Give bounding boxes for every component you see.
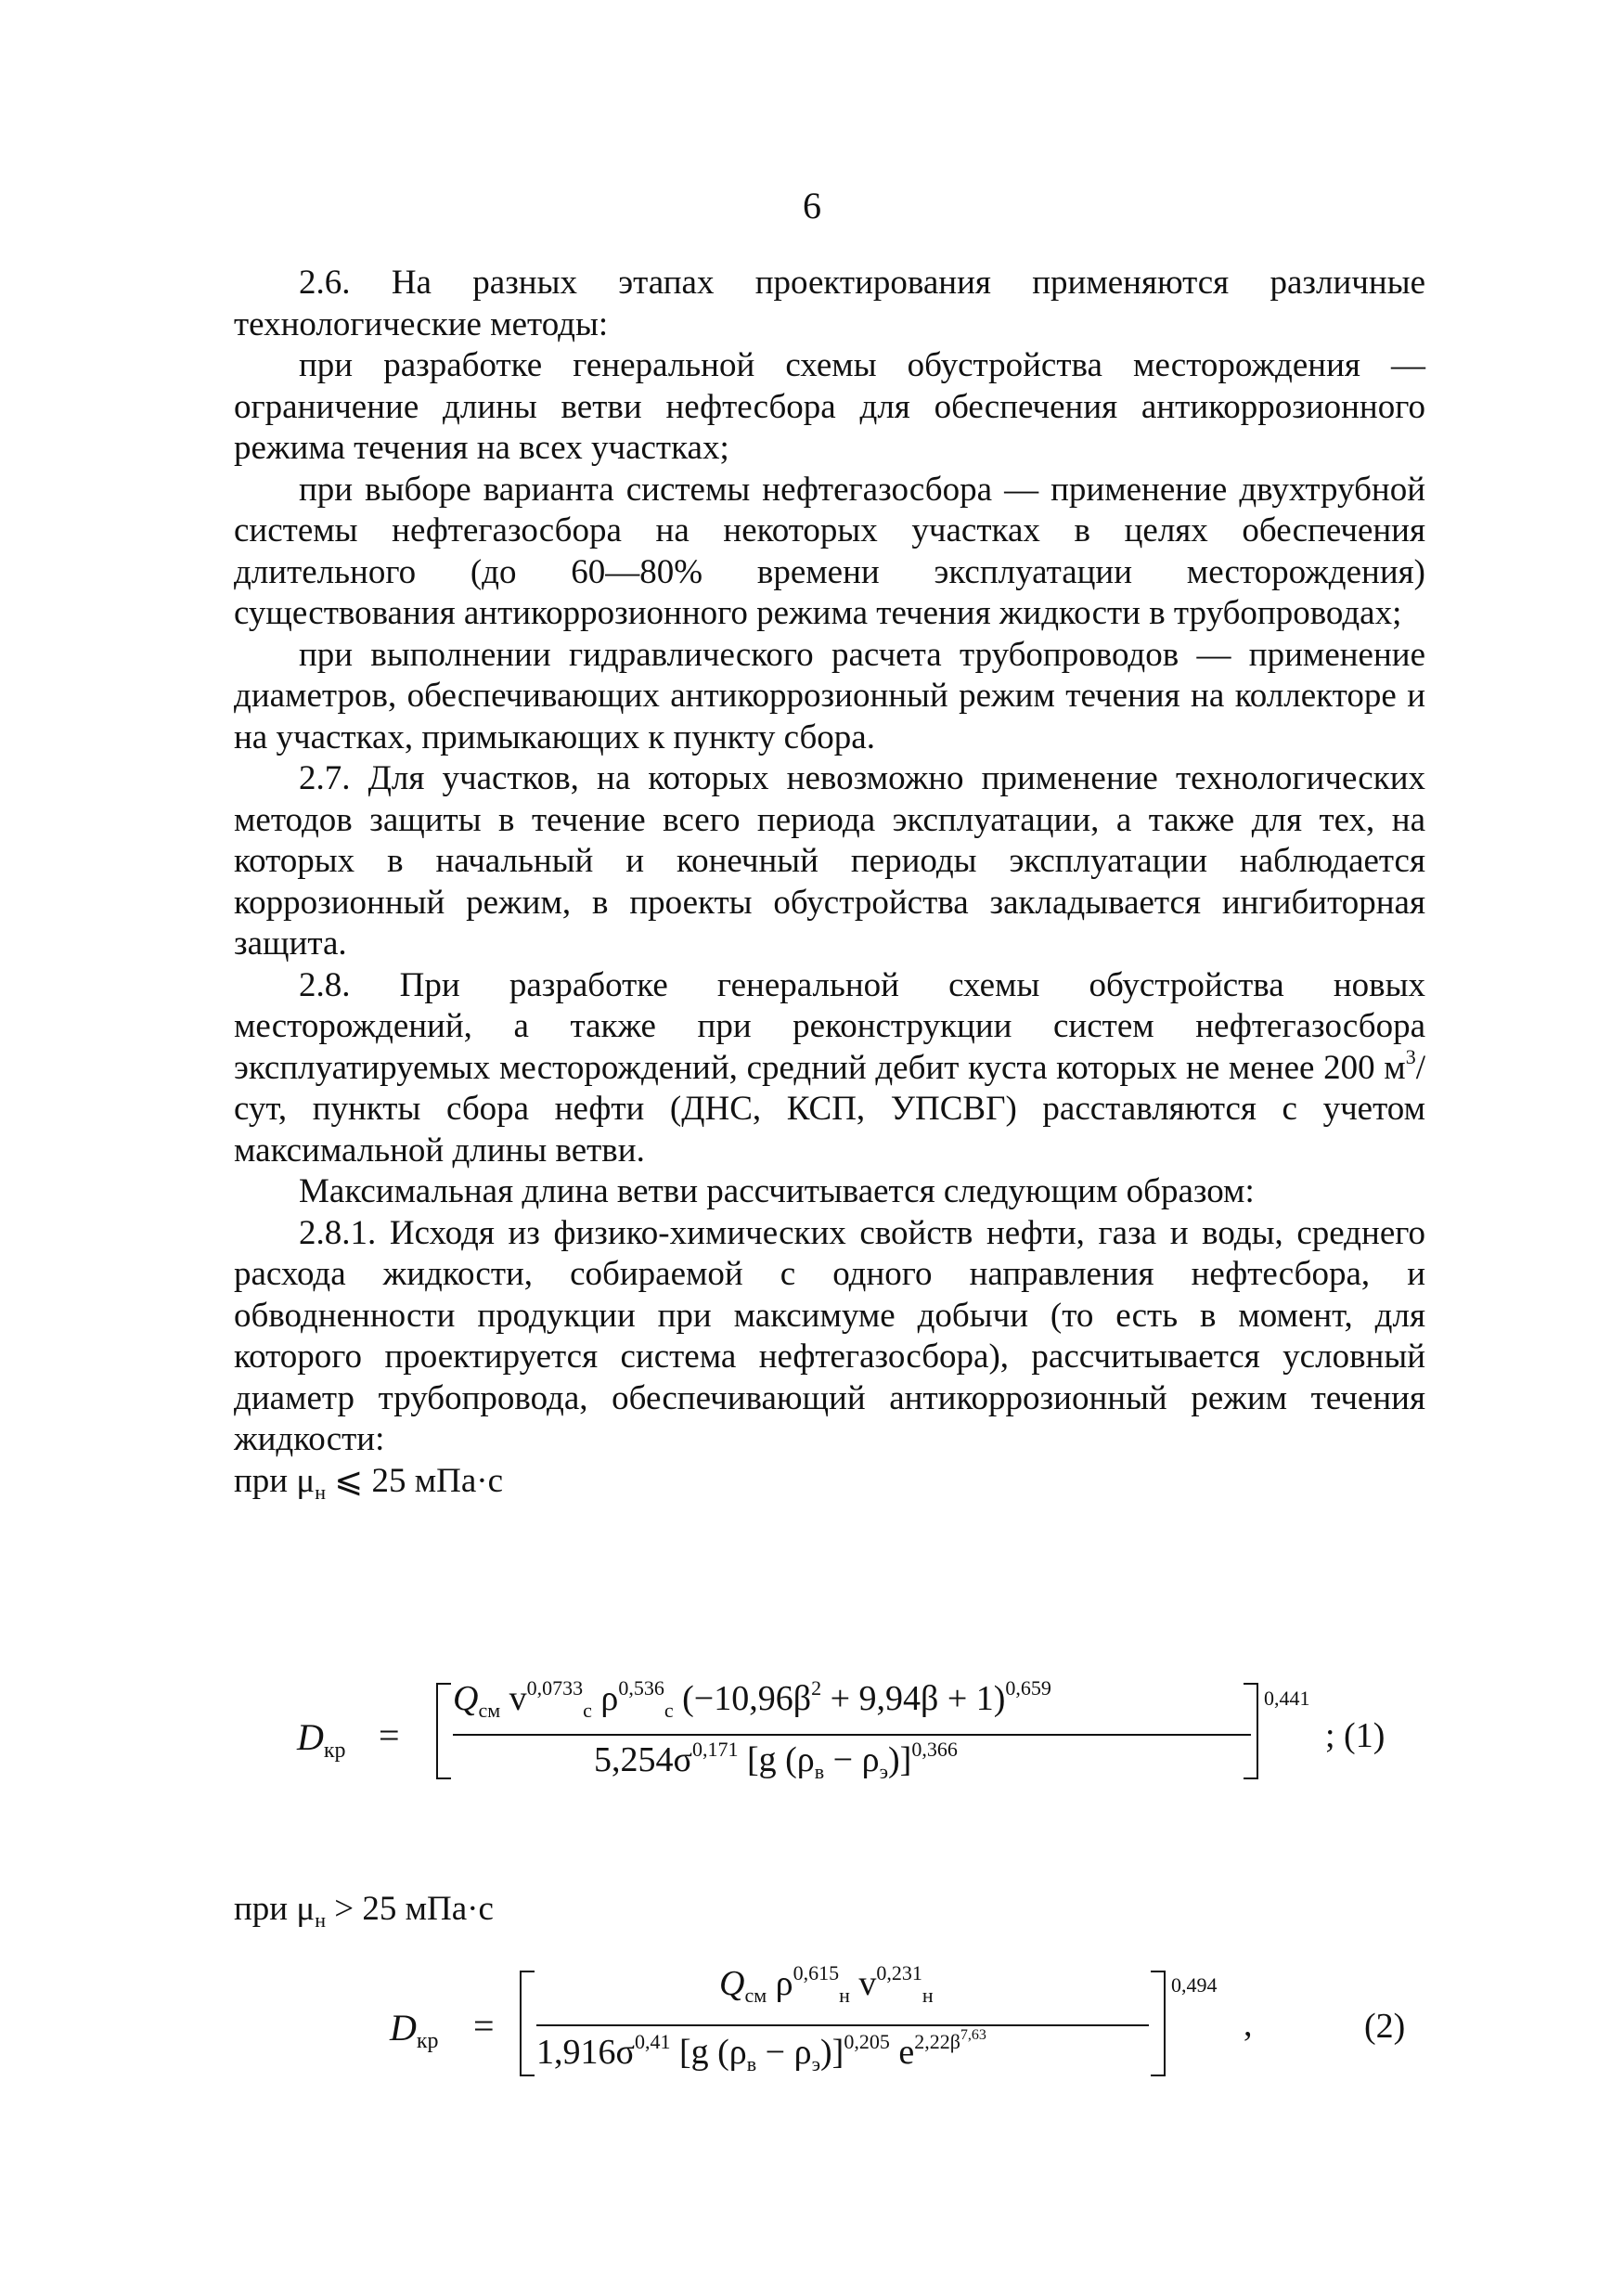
f1-poly-exp: 0,659 — [1005, 1676, 1051, 1700]
f2-D-sub: кр — [416, 2029, 439, 2053]
cond2-rest: > 25 мПа·с — [325, 1890, 494, 1928]
f1-v-sup: 0,0733 — [526, 1676, 584, 1700]
f1-rho-sub: с — [664, 1699, 674, 1722]
formula2-numerator — [719, 1963, 934, 2005]
f2-rho-sub: н — [839, 1984, 850, 2007]
f1-den-end: )] — [888, 1740, 912, 1779]
f2-den-a-sup: 0,41 — [634, 2030, 671, 2053]
formula1-numerator — [453, 1678, 1051, 1720]
f2-den-end: )] — [820, 2033, 844, 2072]
f1-den-a-sup: 0,171 — [691, 1738, 739, 1761]
f2-Q: Q — [719, 1964, 745, 2003]
formula2-number: (2) — [1364, 2007, 1406, 2046]
f1-den-sub2: э — [879, 1760, 889, 1783]
paragraph-2-6: 2.6. На разных этапах проектирования применяются различные технологические методы: — [234, 264, 1425, 343]
formula2-comma: , — [1244, 2005, 1253, 2044]
condition-1 — [234, 1461, 1425, 1503]
f2-den-e: e — [889, 2033, 915, 2072]
paragraph-2-8 — [234, 965, 1425, 1172]
formula1-equals: = — [379, 1714, 400, 1756]
f2-den-sup: 0,205 — [844, 2030, 890, 2053]
f2-v: v — [849, 1964, 877, 2003]
paragraph-hydraulic-calc: при выполнении гидравлического расчета трубопроводов — применение диаметров, обеспечивающих антикоррозионный режим течения на коллекторе и на участках, примыкающих к пункту сбора. — [234, 635, 1425, 756]
paragraph-gathering-system: при выборе варианта системы нефтегазосбора — применение двухтрубной системы нефтегазосбора на некоторых участках в целях обеспечения длительного (до 60—80% времени эксплуатации месторождения) существования антикоррозионного режима течения жидкости в трубопроводах; — [234, 470, 1425, 632]
f1-den-mid: − ρ — [824, 1740, 880, 1779]
paragraph-general-scheme: при разработке генеральной схемы обустройства месторождения — ограничение длины ветви нефтесбора для обеспечения антикоррозионного режима течения на всех участках; — [234, 346, 1425, 467]
f2-Q-sub: см — [744, 1984, 767, 2007]
condition-2 — [234, 1889, 494, 1931]
f2-v-sup: 0,231 — [876, 1961, 922, 1984]
f1-den-a: 5,254σ — [594, 1740, 692, 1779]
f1-rho-sup: 0,536 — [618, 1676, 664, 1700]
cond1-rest: ⩽ 25 мПа·с — [325, 1461, 504, 1500]
f2-den-b: [g (ρ — [670, 2033, 747, 2072]
formula2-left-bracket — [520, 1971, 535, 2076]
paragraph-2-8-1: 2.8.1. Исходя из физико-химических свойств нефти, газа и воды, среднего расхода жидкости, собираемой с одного направления нефтесбора, и обводненности продукции при максимуме добычи (то есть в момент, для которого проектируется система нефтегазосбора), рассчитывается условный диаметр трубопровода, обеспечивающий антикоррозионный режим течения жидкости: — [234, 1213, 1425, 1458]
formula-2 — [0, 1963, 1624, 2102]
f2-den-e-sup2: 7,63 — [960, 2027, 986, 2043]
formula2-right-bracket — [1151, 1971, 1166, 2076]
formula-1 — [0, 1678, 1624, 1817]
f2-rho: ρ — [767, 1964, 793, 2003]
formula1-number: ; (1) — [1325, 1716, 1386, 1755]
cond2-sub: н — [315, 1908, 326, 1932]
f1-Q-sub: см — [478, 1699, 501, 1722]
f2-v-sub: н — [922, 1984, 934, 2007]
cond2-text: при μ — [234, 1890, 316, 1928]
f2-den-e-sup-wrap — [914, 2027, 986, 2053]
f1-den-b: [g (ρ — [738, 1740, 815, 1779]
page-number: 6 — [803, 185, 821, 226]
f1-v-sub: с — [583, 1699, 592, 1722]
formula2-lhs — [390, 2007, 439, 2053]
p28-text-before: 2.8. При разработке генеральной схемы обустройства новых месторождений, а также при реконструкции систем нефтегазосбора эксплуатируемых месторождений, средний дебит куста которых не менее 200 м — [234, 965, 1425, 1087]
formula2-fraction-line — [536, 2024, 1149, 2026]
formula2-exponent: 0,494 — [1171, 1973, 1218, 1997]
formula2-denominator — [536, 2027, 986, 2075]
formula1-right-bracket — [1244, 1683, 1258, 1779]
f1-poly-rest: + 9,94β + 1) — [821, 1679, 1006, 1718]
f1-poly: (−10,96β — [673, 1679, 812, 1718]
p28-text-after: /сут, пункты сбора нефти (ДНС, КСП, УПСВГ) расставляются с учетом максимальной длины ветви. — [234, 1048, 1425, 1170]
formula1-left-bracket — [436, 1683, 451, 1779]
paragraph-2-7: 2.7. Для участков, на которых невозможно применение технологических методов защиты в течение всего периода эксплуатации, а также для тех, на которых в начальный и конечный периоды эксплуатации наблюдается коррозионный режим, в проекты обустройства закладывается ингибиторная защита. — [234, 759, 1425, 963]
formula1-fraction-line — [453, 1734, 1251, 1736]
f1-den-sup: 0,366 — [911, 1738, 958, 1761]
body-text — [234, 263, 1425, 1502]
f2-den-sub1: в — [746, 2052, 757, 2075]
f1-rho: ρ — [591, 1679, 619, 1718]
formula2-equals: = — [473, 2005, 495, 2047]
paragraph-max-branch: Максимальная длина ветви рассчитывается следующим образом: — [299, 1172, 1255, 1210]
f2-D: D — [390, 2007, 417, 2049]
f2-rho-sup: 0,615 — [793, 1961, 840, 1984]
f1-D-sub: кр — [323, 1739, 346, 1763]
f1-den-sub1: в — [814, 1760, 825, 1783]
formula1-exponent: 0,441 — [1264, 1687, 1310, 1710]
f2-den-mid: − ρ — [756, 2033, 812, 2072]
f2-den-a: 1,916σ — [536, 2033, 635, 2072]
p28-sup: 3 — [1405, 1044, 1416, 1068]
f1-D: D — [297, 1716, 324, 1758]
f2-den-sub2: э — [811, 2052, 821, 2075]
cond1-sub: н — [315, 1480, 326, 1504]
formula1-lhs — [297, 1716, 346, 1763]
f1-Q: Q — [453, 1679, 479, 1718]
f2-den-e-sup: 2,22β — [914, 2030, 960, 2053]
f1-poly-sup: 2 — [811, 1676, 822, 1700]
f1-v: v — [500, 1679, 527, 1718]
cond1-text: при μ — [234, 1461, 316, 1500]
formula1-denominator — [594, 1739, 958, 1781]
